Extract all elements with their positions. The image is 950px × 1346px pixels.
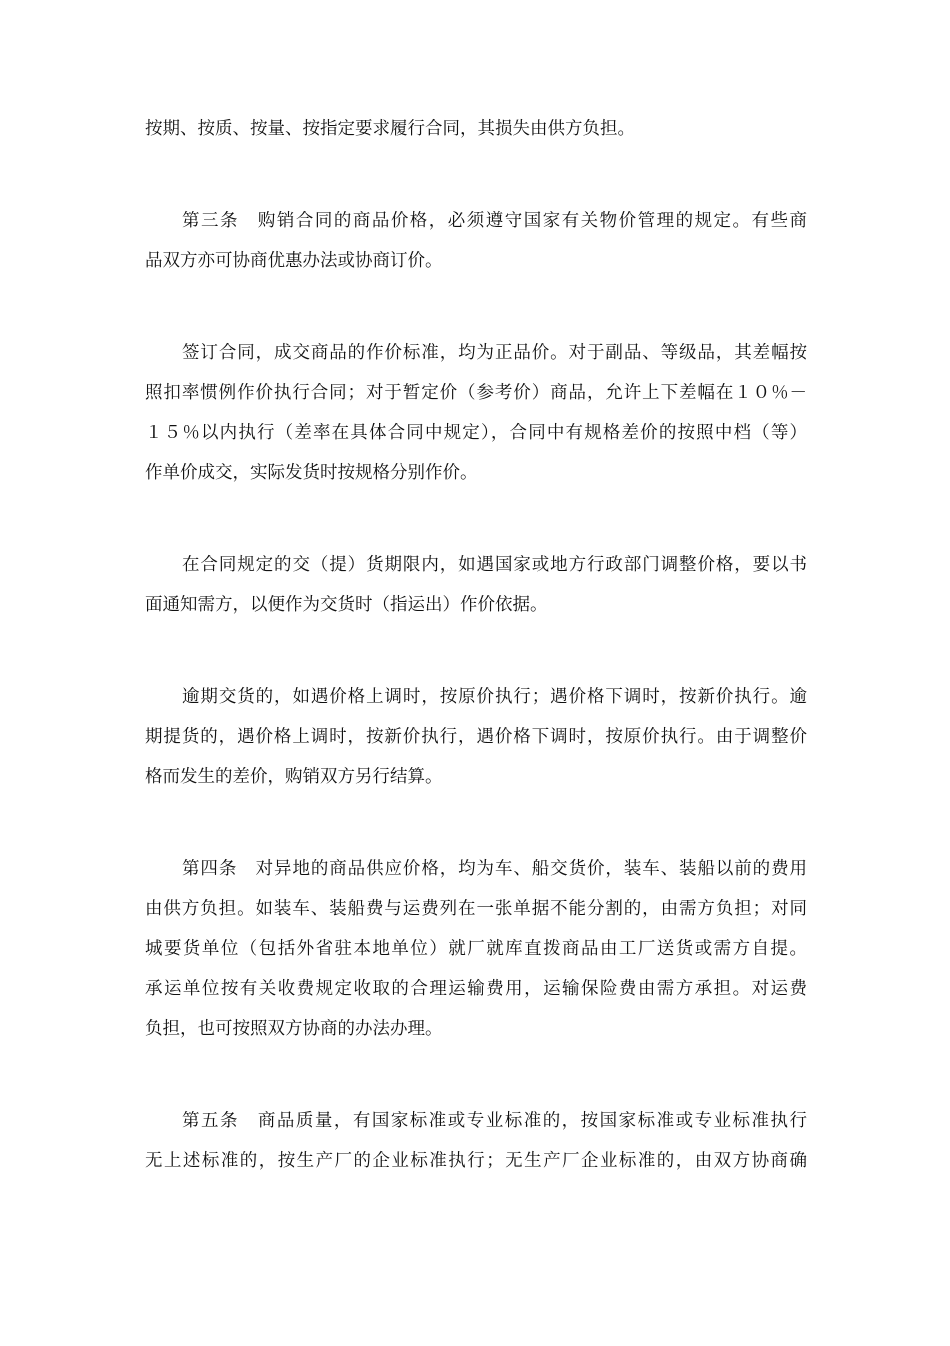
text-line: 期提货的，遇价格上调时，按新价执行，遇价格下调时，按原价执行。由于调整价 (145, 727, 807, 747)
paragraph (145, 204, 807, 284)
paragraph (145, 1104, 807, 1184)
document-page (145, 112, 807, 1236)
paragraph (145, 548, 807, 628)
text-line: 格而发生的差价，购销双方另行结算。 (145, 767, 443, 787)
text-line: 逾期交货的，如遇价格上调时，按原价执行；遇价格下调时，按新价执行。逾 (182, 687, 807, 707)
text-line: 由供方负担。如装车、装船费与运费列在一张单据不能分割的，由需方负担；对同 (145, 899, 807, 919)
text-line: 在合同规定的交（提）货期限内，如遇国家或地方行政部门调整价格，要以书 (182, 555, 807, 575)
text-line: 按期、按质、按量、按指定要求履行合同，其损失由供方负担。 (145, 119, 635, 139)
text-line: 城要货单位（包括外省驻本地单位）就厂就库直拨商品由工厂送货或需方自提。 (145, 939, 807, 959)
text-line: 无上述标准的，按生产厂的企业标准执行；无生产厂企业标准的，由双方协商确 (145, 1151, 807, 1171)
paragraph (145, 112, 807, 152)
paragraph (145, 336, 807, 496)
text-line: 负担，也可按照双方协商的办法办理。 (145, 1019, 443, 1039)
text-line: １５％以内执行（差率在具体合同中规定），合同中有规格差价的按照中档（等） (145, 423, 807, 443)
text-line: 照扣率惯例作价执行合同；对于暂定价（参考价）商品，允许上下差幅在１０％－ (145, 383, 807, 403)
text-line: 面通知需方，以便作为交货时（指运出）作价依据。 (145, 595, 548, 615)
paragraph (145, 852, 807, 1052)
text-line: 品双方亦可协商优惠办法或协商订价。 (145, 251, 443, 271)
paragraph (145, 680, 807, 800)
text-line: 第四条 对异地的商品供应价格，均为车、船交货价，装车、装船以前的费用 (182, 859, 807, 879)
text-line: 第三条 购销合同的商品价格，必须遵守国家有关物价管理的规定。有些商 (182, 211, 807, 231)
text-line: 第五条 商品质量，有国家标准或专业标准的，按国家标准或专业标准执行 (182, 1111, 807, 1131)
text-line: 承运单位按有关收费规定收取的合理运输费用，运输保险费由需方承担。对运费 (145, 979, 807, 999)
text-line: 签订合同，成交商品的作价标准，均为正品价。对于副品、等级品，其差幅按 (182, 343, 807, 363)
text-line: 作单价成交，实际发货时按规格分别作价。 (145, 463, 478, 483)
